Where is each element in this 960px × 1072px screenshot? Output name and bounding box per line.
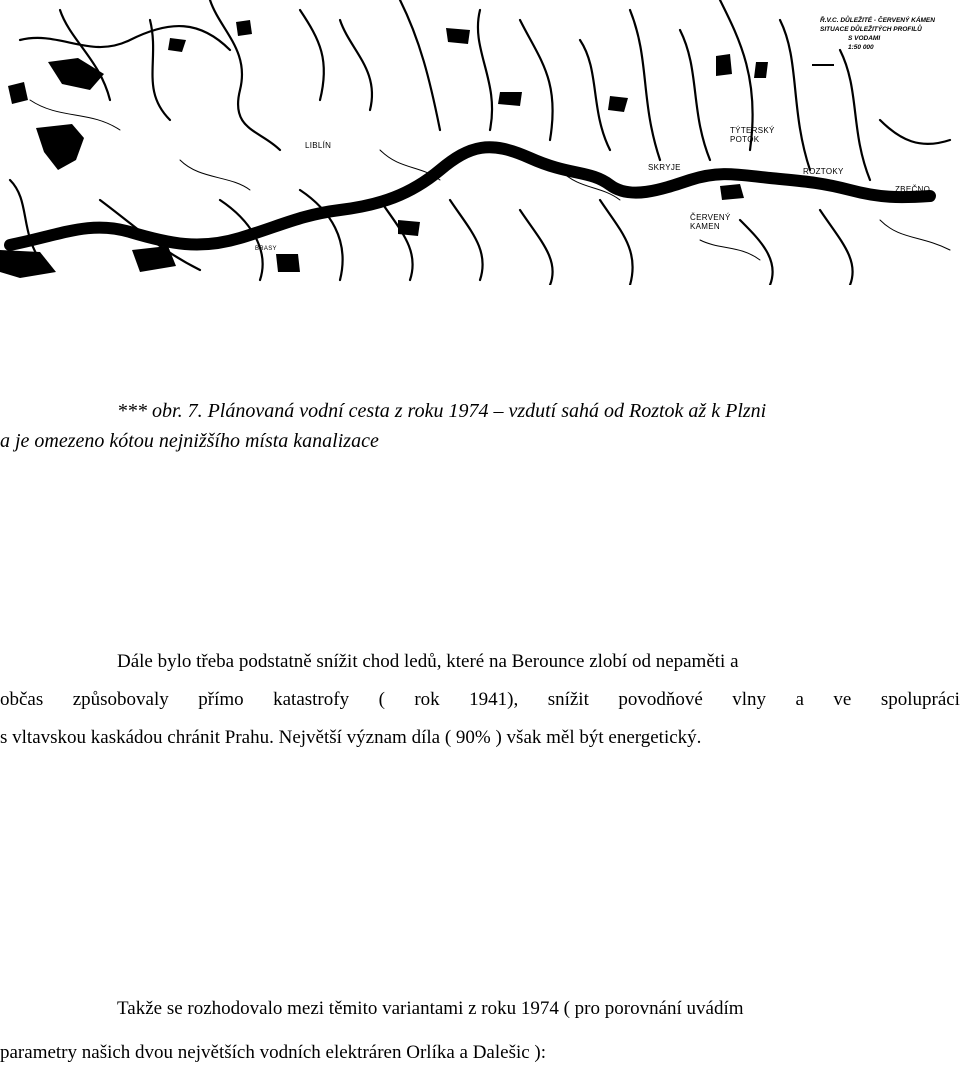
figure-caption-line-1: *** obr. 7. Plánovaná vodní cesta z roku 1974 – vzdutí sahá od Roztok až k Plzni	[117, 400, 767, 422]
label-zbecno: ZBEČNO	[895, 185, 931, 194]
map-header-line-4: 1:50 000	[848, 44, 874, 51]
label-skryje: SKRYJE	[648, 163, 681, 172]
paragraph-1-line-1: Dále bylo třeba podstatně snížit chod ledů, které na Berounce zlobí od nepaměti a	[117, 651, 739, 672]
map-black-patches	[0, 20, 768, 278]
label-liblin: LIBLÍN	[305, 141, 332, 150]
label-cerveny-2: KAMEN	[690, 222, 720, 231]
label-tytersky-1: TÝTERSKÝ	[730, 126, 775, 135]
map-header-line-3: S VODAMI	[848, 35, 881, 42]
paragraph-2-line-2: parametry našich dvou největších vodních elektráren Orlíka a Dalešic ):	[0, 1042, 547, 1063]
label-brasy: BRASY	[255, 246, 277, 252]
map-labels	[255, 14, 935, 252]
label-cerveny-1: ČERVENÝ	[690, 213, 731, 222]
map-header-line-2: SITUACE DŮLEŽITÝCH PROFILŮ	[820, 26, 922, 33]
map-scale-mark	[812, 64, 834, 66]
label-tytersky-2: POTOK	[730, 135, 760, 144]
label-roztoky: ROZTOKY	[803, 167, 844, 176]
paragraph-1-line-2: občas způsobovaly přímo katastrofy ( rok 1941), snížit povodňové vlny a ve spolupráci	[0, 689, 960, 710]
map-header-line-1: Ř.V.C. DŮLEŽITÉ - ČERVENÝ KÁMEN	[820, 17, 935, 24]
paragraph-1-line-3: s vltavskou kaskádou chránit Prahu. Největší význam díla ( 90% ) však měl být energetický.	[0, 727, 702, 748]
paragraph-2-line-1: Takže se rozhodovalo mezi těmito variantami z roku 1974 ( pro porovnání uvádím	[117, 998, 744, 1019]
figure-caption-line-2: a je omezeno kótou nejnižšího místa kanalizace	[0, 430, 379, 452]
river-map-figure	[0, 0, 960, 285]
